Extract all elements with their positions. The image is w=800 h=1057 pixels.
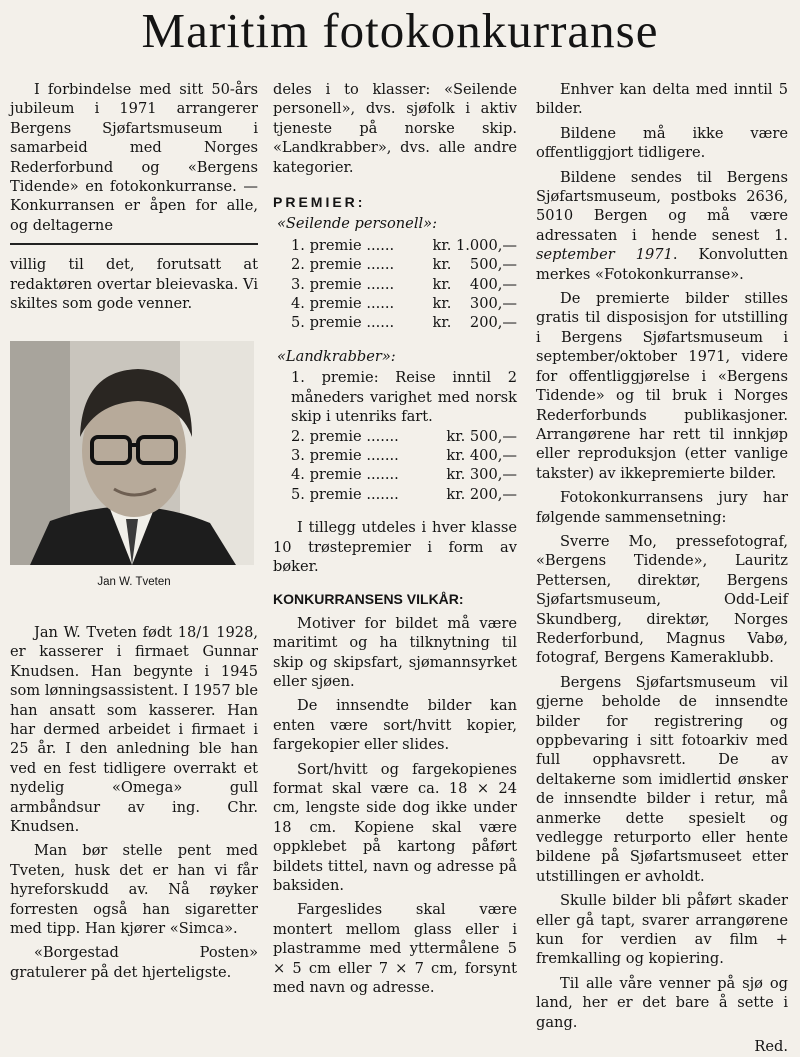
jury-intro: Fotokonkurransens jury har følgende sammensetning:	[536, 489, 788, 526]
prize-row: 5. premie ....... kr. 200,—	[291, 485, 517, 503]
rules-paragraph-9: Til alle våre venner på sjø og land, her er det bare å sette i gang.	[536, 974, 788, 1031]
column-3	[536, 80, 788, 1057]
column-divider	[10, 243, 258, 245]
prize-row: 4. premie ....... kr. 300,—	[291, 466, 517, 484]
vilkar-heading: KONKURRANSENS VILKÅR:	[273, 591, 464, 608]
vilkar-paragraph-3: Sort/hvitt og fargekopienes format skal være ca. 18 × 24 cm, lengste side dog ikke under 18 cm. Kopiene skal være oppklebet på kartong påført bildets tittel, navn og adresse på baksiden.	[273, 760, 517, 895]
bio-paragraph-2: Man bør stelle pent med Tveten, husk det er han vi får hyreforskudd av. Nå røyker forresten også han sigaretter med tipp. Han kjører «Simca».	[10, 842, 258, 937]
vilkar-paragraph-2: De innsendte bilder kan enten være sort/hvitt kopier, fargekopier eller slides.	[273, 697, 517, 754]
portrait-photo	[10, 341, 254, 565]
headline: Maritim fotokonkurranse	[141, 3, 659, 58]
prize-row: 2. premie ...... kr. 500,—	[291, 256, 517, 274]
land-first-prize: 1. premie: Reise inntil 2 måneders varighet med norsk skip i utenriks fart.	[291, 369, 517, 426]
prize-row: 2. premie ....... kr. 500,—	[291, 427, 517, 445]
rules-paragraph-2: Bildene må ikke være offentliggjort tidligere.	[536, 124, 788, 162]
landkrabber-heading: «Landkrabber»:	[277, 347, 396, 365]
prize-row: 3. premie ...... kr. 400,—	[291, 275, 517, 293]
signature: Red.	[754, 1038, 788, 1056]
prize-row: 4. premie ...... kr. 300,—	[291, 295, 517, 313]
photo-caption: Jan W. Tveten	[97, 576, 171, 589]
rules-paragraph-3: Bildene sendes til Bergens Sjøfartsmuseum, postboks 2636, 5010 Bergen og må være adressaten i hende senest 1. september 1971. Konvolutten merkes «Fotokonkurranse».	[536, 168, 788, 283]
landkrabber-prize-list	[273, 427, 517, 505]
seilende-prize-list	[273, 236, 517, 333]
jury-members: Sverre Mo, pressefotograf, «Bergens Tidende», Lauritz Pettersen, direktør, Bergens Sjøfartsmuseum, Odd-Leif Skundberg, direktør, Norges Rederforbund, Magnus Vabø, fotograf, Bergens Kameraklubb.	[536, 532, 788, 667]
rules-paragraph-7: Bergens Sjøfartsmuseum vil gjerne beholde de innsendte bilder for registrering og oppbevaring i sitt fotoarkiv med full opphavsrett. De av deltakerne som imidlertid ønsker de innsendte bilder i retur, må anmerke dette spesielt og vedlegge returporto eller hente bildene på Sjøfartsmuseet etter utstillingen er avholdt.	[536, 673, 788, 885]
rules-paragraph-4: De premierte bilder stilles gratis til disposisjon for utstilling i Bergens Sjøfartsmuseum i september/oktober 1971, videre for offentliggjørelse i «Bergens Tidende» og til bruk i Norges Rederforbunds publikasjoner. Arrangørene har rett til innkjøp eller reproduksjon (etter vanlige takster) av ikkepremierte bilder.	[536, 290, 788, 482]
portrait-photo-frame	[10, 341, 258, 565]
classes-paragraph: deles i to klasser: «Seilende personell», dvs. sjøfolk i aktiv tjeneste på norske skip. «Landkrabber», dvs. alle andre kategorier.	[273, 81, 517, 176]
seilende-heading: «Seilende personell»:	[277, 215, 437, 233]
prize-row: 3. premie ....... kr. 400,—	[291, 446, 517, 464]
rules-paragraph-8: Skulle bilder bli påført skader eller gå tapt, svarer arrangørene kun for verdien av film + fremkalling og kopiering.	[536, 892, 788, 968]
fragment-paragraph: villig til det, forutsatt at redaktøren overtar bleievaska. Vi skiltes som gode venner.	[10, 256, 258, 313]
column-2	[273, 80, 517, 997]
bio-paragraph-1: Jan W. Tveten født 18/1 1928, er kasserer i firmaet Gunnar Knudsen. Han begynte i 1945 som lønningsassistent. I 1957 ble han ansatt som kasserer. Han har dermed arbeidet i firmaet i 25 år. I den anledning ble han ved en fest tidligere overrakt et nydelig «Omega» gull armbåndsur av ing. Chr. Knudsen.	[10, 623, 258, 835]
vilkar-paragraph-4: Fargeslides skal være montert mellom glass eller i plastramme med yttermålene 5 × 5 cm eller 7 × 7 cm, forsynt med navn og adresse.	[273, 901, 517, 997]
rules-paragraph-1: Enhver kan delta med inntil 5 bilder.	[536, 81, 788, 118]
intro-paragraph: I forbindelse med sitt 50-års jubileum i 1971 arrangerer Bergens Sjøfartsmuseum i samarbeid med Norges Rederforbund og «Bergens Tidende» en fotokonkurranse. — Konkurransen er åpen for alle, og deltagerne	[10, 81, 258, 234]
consolation-paragraph: I tillegg utdeles i hver klasse 10 trøstepremier i form av bøker.	[273, 519, 517, 575]
column-1	[10, 80, 258, 982]
prize-row: 1. premie ...... kr. 1.000,—	[291, 236, 517, 254]
prize-row: 5. premie ...... kr. 200,—	[291, 314, 517, 332]
bio-paragraph-3: «Borgestad Posten» gratulerer på det hjerteligste.	[10, 944, 258, 981]
deadline-date: september 1971	[536, 246, 673, 264]
premier-heading: PREMIER:	[273, 194, 366, 211]
vilkar-paragraph-1: Motiver for bildet må være maritimt og ha tilknytning til skip og skipsfart, sjømannsyrket eller sjøen.	[273, 614, 517, 690]
